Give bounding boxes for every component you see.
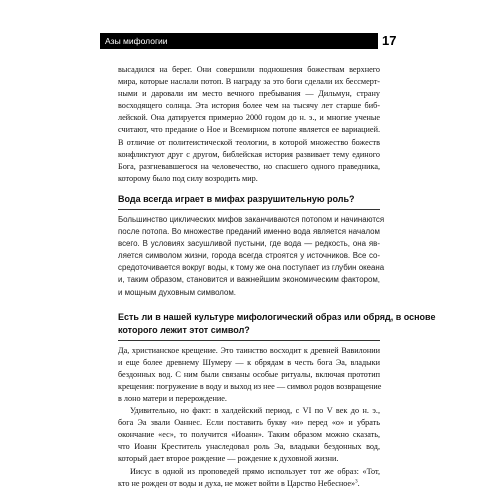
answer-line: после потопа. Во множестве преданий именно вода является началом [118, 227, 380, 237]
text-line: Да, христианское крещение. Это таинство восходит к древней Вавилонии [118, 345, 380, 355]
text-line: высадился на берег. Они совершили подношения божествам верхнего [118, 65, 380, 74]
answer-line: Большинство циклических мифов заканчиваются потопом и начинаются [118, 214, 385, 224]
question-heading-1 [118, 193, 380, 210]
text-line: которому было под силу возродить мир. [118, 173, 258, 183]
text-line: лейской. Она датируется примерно 2000 годом до н. э., и многие ученые [118, 113, 380, 123]
text-line: Иисус в одной из проповедей прямо использует тот же образ: «Тот, [130, 466, 380, 476]
text-line: Бога, разгневавшегося на человечество, но спасшего одного праведника, [118, 161, 380, 171]
text-line: который дает второе рождение — рождение к духовной жизни. [118, 454, 339, 464]
running-title: Азы мифологии [105, 36, 168, 46]
page-number: 17 [382, 33, 397, 48]
text-line: крещения: погружение в воду и выход из нее — символ родов возвращение [118, 381, 382, 391]
text-line: считают, что предание о Ное и Всемирном потопе является ее вариацией. [118, 125, 380, 135]
text-line [118, 478, 380, 490]
page-body [118, 64, 436, 490]
text-line: ными и даровали им место вечного пребывания — Дильмун, страну [118, 89, 380, 99]
text-line: в лоно матери и перерождение. [118, 393, 227, 403]
text-line: восходящего солнца. Эта история более чем на тысячу лет старше биб- [118, 101, 380, 111]
text-line: Удивительно, но факт: в халдейский период, с VI по V век до н. э., [130, 406, 380, 416]
answer-line: и мощным духовным символом. [118, 287, 236, 297]
text-line: бога Эа звали Оаннес. Если поставить букву «и» перед «о» и убрать [118, 418, 380, 428]
text-span: . [357, 478, 360, 488]
answer-line: ляется символом жизни, города всегда строятся у источников. Все со- [118, 251, 380, 261]
text-line: и еще более древнему Шумеру — к обрядам в честь бога Эа, владыки [118, 357, 380, 367]
answer-line: и, таким образом, становится и важнейшим экономическим фактором, [118, 275, 380, 285]
text-line: окончание «ес», то получится «Иоанн». Таким образом можно сказать, [118, 430, 380, 440]
text-line: бездонных вод. С ним были связаны особые ритуалы, включая прототип [118, 369, 380, 379]
question-line: которого лежит этот символ? [118, 324, 250, 335]
question-line: Вода всегда играет в мифах разрушительную роль? [118, 193, 355, 204]
running-header [100, 33, 378, 49]
text-line: что Иоанн Креститель унаследовал роль Эа, владыки бездонных вод, [118, 442, 380, 452]
answer-line: средоточивается вокруг воды, к тому же она поступает из глубин океана [118, 263, 385, 273]
answer-1 [118, 214, 385, 299]
footnote-mark: 3 [355, 478, 358, 484]
question-heading-2 [118, 311, 436, 341]
text-line: мира, которые наслали потоп. В награду за это боги сделали их бессмерт- [118, 77, 380, 87]
section-1-paragraph [118, 64, 380, 185]
text-line: В отличие от политеистической теологии, в которой множество божеств [118, 137, 380, 147]
text-span: кто не рожден от воды и духа, не может войти в Царство Небесное» [118, 478, 356, 488]
answer-line: всего. В условиях засушливой пустыни, где вода — редкость, она яв- [118, 239, 380, 249]
answer-2 [118, 345, 380, 490]
question-line: Есть ли в нашей культуре мифологический образ или обряд, в основе [118, 311, 436, 322]
text-line: конфликтуют друг с другом, библейская история развивает тему единого [118, 149, 380, 159]
